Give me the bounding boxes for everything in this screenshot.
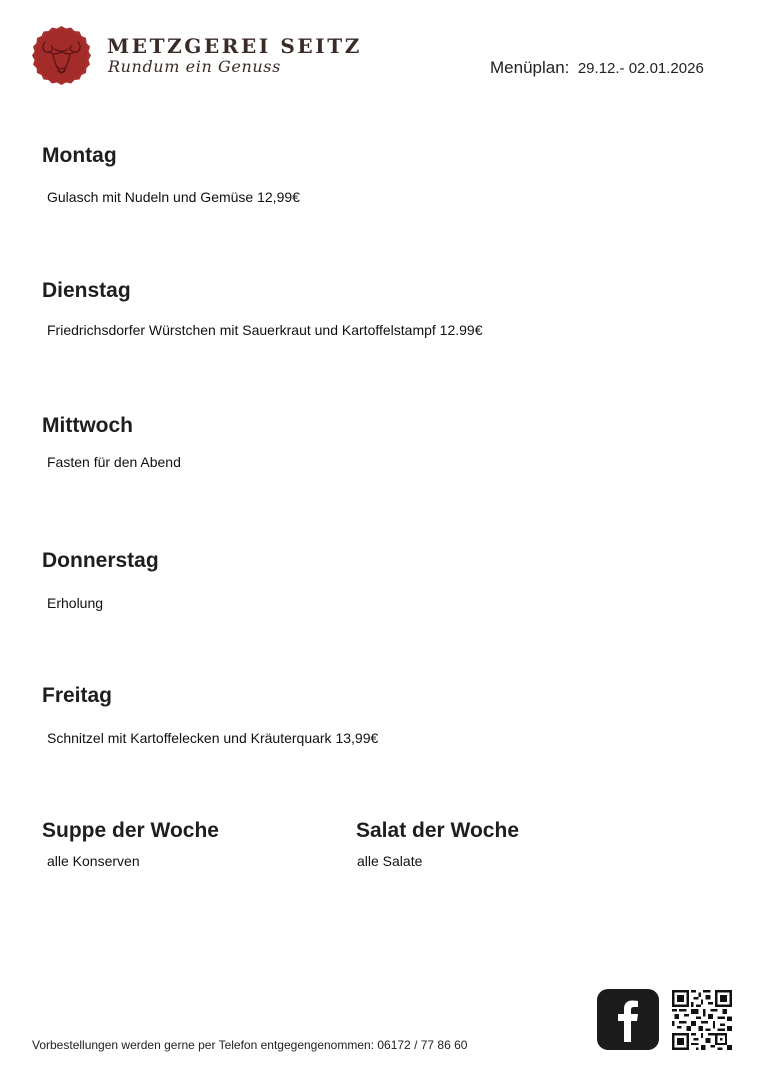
day-section-freitag — [42, 684, 378, 747]
bull-head-seal-icon — [31, 25, 92, 86]
menuplan-dates: 29.12.- 02.01.2026 — [577, 60, 704, 77]
day-title: Mittwoch — [42, 414, 133, 437]
soup-of-the-week — [42, 819, 219, 870]
facebook-icon[interactable] — [597, 989, 659, 1050]
salad-title: Salat der Woche — [356, 819, 519, 842]
day-dish: Friedrichsdorfer Würstchen mit Sauerkraut und Kartoffelstampf 12.99€ — [47, 322, 483, 338]
preorder-note: Vorbestellungen werden gerne per Telefon entgegengenommen: 06172 / 77 86 60 — [32, 1038, 468, 1052]
day-title: Donnerstag — [42, 549, 159, 572]
day-title: Montag — [42, 144, 117, 167]
header — [0, 0, 768, 100]
qr-code-icon[interactable] — [672, 990, 732, 1050]
day-dish: Gulasch mit Nudeln und Gemüse 12,99€ — [47, 189, 300, 205]
day-title: Dienstag — [42, 279, 131, 302]
day-dish: Fasten für den Abend — [47, 454, 181, 470]
brand-tagline: Rundum ein Genuss — [108, 57, 281, 76]
soup-title: Suppe der Woche — [42, 819, 219, 842]
day-section-mittwoch — [42, 414, 181, 471]
soup-item: alle Konserven — [47, 853, 140, 869]
menuplan-heading — [490, 58, 704, 78]
menuplan-label: Menüplan: — [490, 58, 570, 77]
day-dish: Schnitzel mit Kartoffelecken und Kräuterquark 13,99€ — [47, 730, 379, 746]
day-section-montag — [42, 144, 300, 206]
day-section-donnerstag — [42, 549, 159, 612]
salad-of-the-week — [356, 819, 519, 870]
brand-name: METZGEREI SEITZ — [107, 34, 362, 58]
salad-item: alle Salate — [357, 853, 423, 869]
day-title: Freitag — [42, 684, 113, 707]
day-section-dienstag — [42, 279, 483, 339]
day-dish: Erholung — [47, 595, 104, 611]
